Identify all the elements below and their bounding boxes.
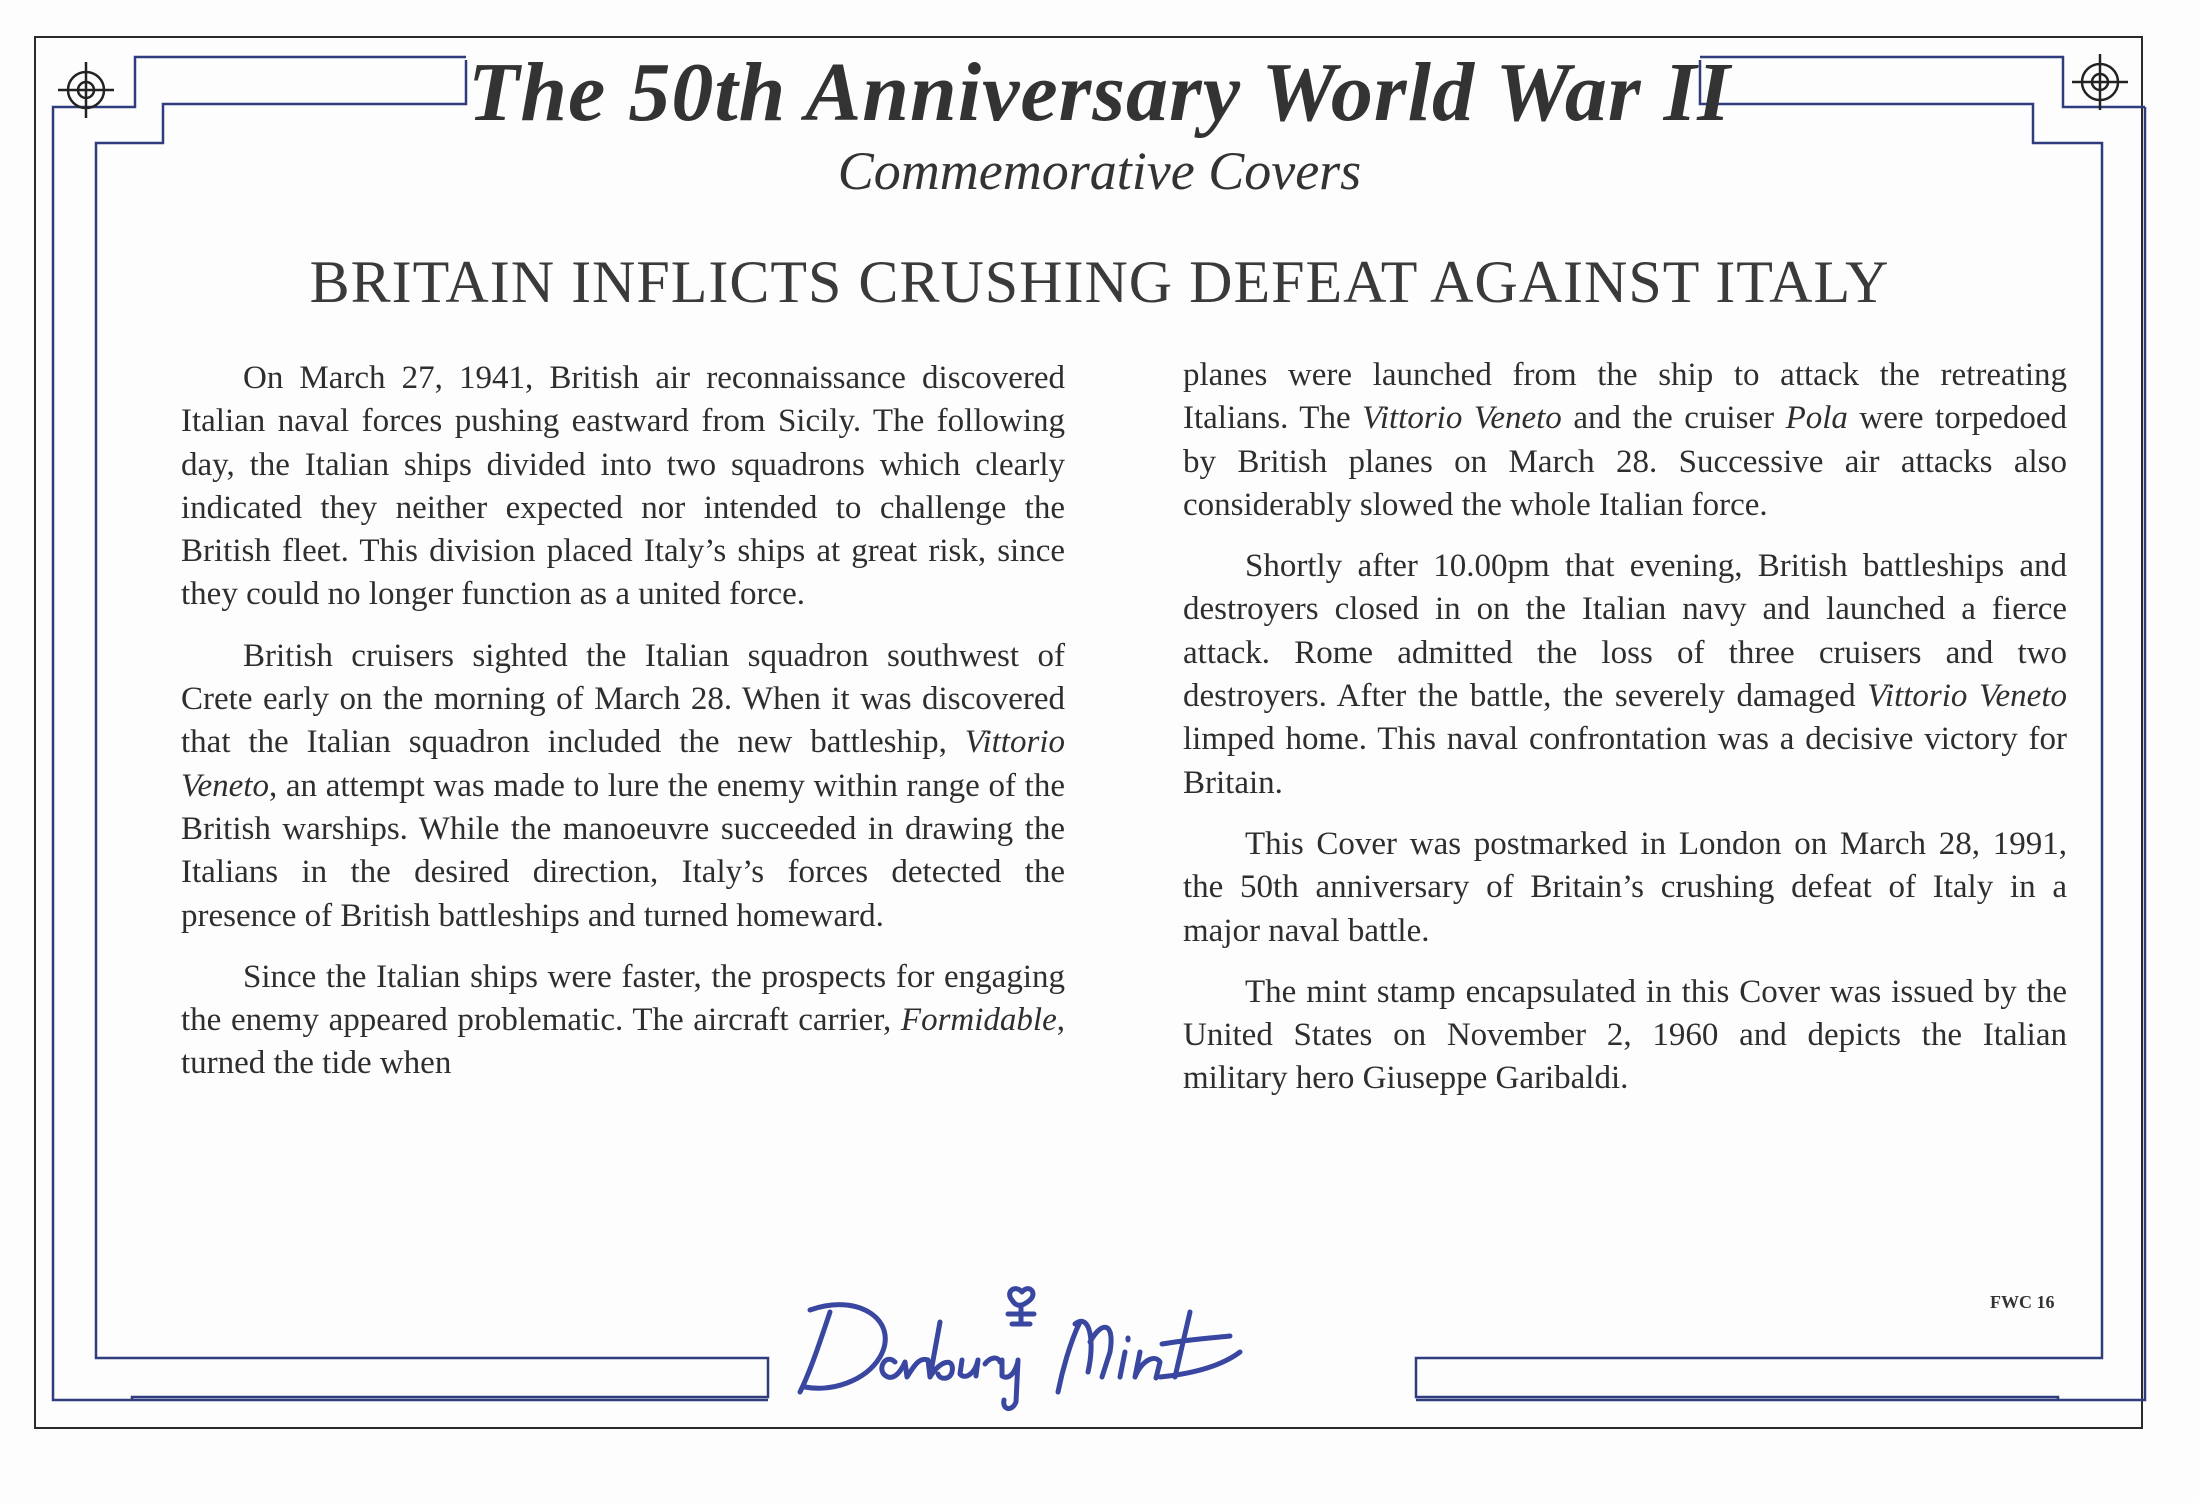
article-headline: BRITAIN INFLICTS CRUSHING DEFEAT AGAINST ITALY bbox=[309, 249, 1890, 315]
right-column bbox=[1183, 354, 2067, 1119]
reference-code: FWC 16 bbox=[1990, 1292, 2055, 1312]
page-title: The 50th Anniversary World War II bbox=[468, 46, 1731, 139]
right-paragraph-4: The mint stamp encapsulated in this Cover was issued by the United States on November 2, 1960 and depicts the Italian military hero Giuseppe Garibaldi. bbox=[1183, 973, 2067, 1097]
right-paragraph-1: planes were launched from the ship to attack the retreating Italians. The Vittorio Veneto and the cruiser Pola were torpedoed by British planes on March 28. Successive air attacks also considerably slowed the whole Italian force. bbox=[1183, 357, 2068, 523]
right-paragraph-2: Shortly after 10.00pm that evening, British battleships and destroyers closed in on the Italian navy and launched a fierce attack. Rome admitted the loss of three cruisers and two destroyers. After the battle, the severely damaged Vittorio Veneto limped home. This naval confrontation was a decisive victory for Britain. bbox=[1183, 548, 2068, 801]
page-subtitle: Commemorative Covers bbox=[837, 141, 1362, 201]
left-paragraph-2: British cruisers sighted the Italian squadron southwest of Crete early on the morning of March 28. When it was discovered that the Italian squadron included the new battleship, Vittorio Veneto, an attempt was made to lure the enemy within range of the British warships. While the manoeuvre succeeded in drawing the Italians in the desired direction, Italy’s forces detected the presence of British battleships and turned homeward. bbox=[181, 637, 1065, 934]
left-column bbox=[181, 357, 1065, 1104]
danbury-mint-signature bbox=[790, 1252, 1390, 1412]
left-paragraph-3: Since the Italian ships were faster, the prospects for engaging the enemy appeared problematic. The aircraft carrier, Formidable, turned the tide when bbox=[181, 958, 1065, 1082]
right-paragraph-3: This Cover was postmarked in London on March 28, 1991, the 50th anniversary of Britain’s crushing defeat of Italy in a major naval battle. bbox=[1183, 825, 2067, 949]
left-paragraph-1: On March 27, 1941, British air reconnaissance discovered Italian naval forces pushing eastward from Sicily. The following day, the Italian ships divided into two squadrons which clearly indicated they neither expected nor intended to challenge the British fleet. This division placed Italy’s ships at great risk, since they could no longer function as a united force. bbox=[181, 360, 1065, 613]
